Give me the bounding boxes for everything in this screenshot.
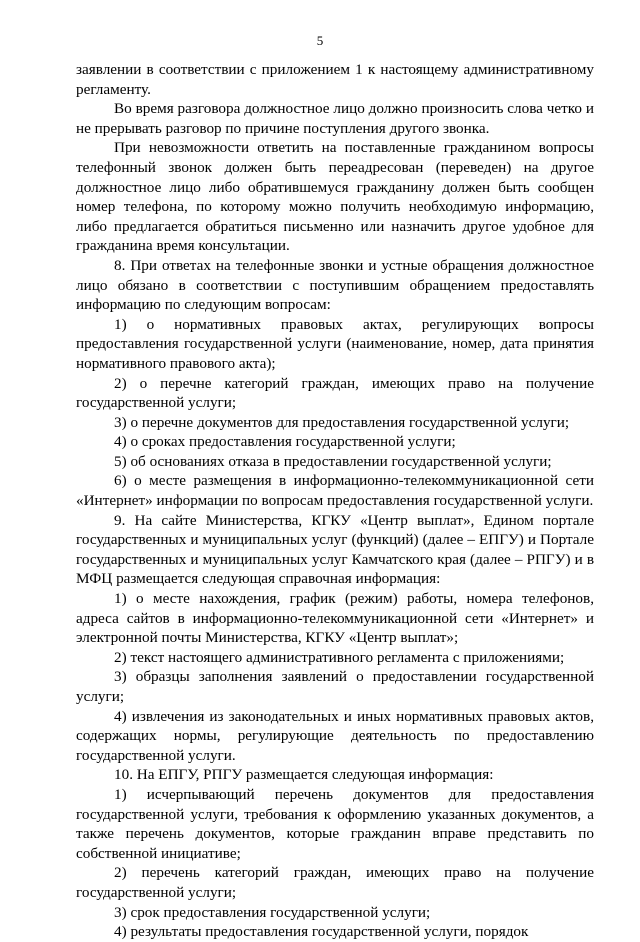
paragraph: 2) текст настоящего административного регламента с приложениями; xyxy=(114,648,565,666)
paragraph: 6) о месте размещения в информационно-телекоммуникационной сети «Интернет» информации по вопросам предоставления государственной услуги. xyxy=(76,472,594,510)
paragraph: 1) о нормативных правовых актах, регулирующих вопросы предоставления государственной услуги (наименование, номер, дата принятия нормативного правового акта); xyxy=(76,315,594,372)
paragraph: 1) исчерпывающий перечень документов для предоставления государственной услуги, требования к оформлению указанных документов, а также перечень документов, которые гражданин вправе представить по собственной инициативе; xyxy=(76,785,594,862)
paragraph: 4) извлечения из законодательных и иных нормативных правовых актов, содержащих нормы, регулирующие деятельность по предоставлению государственной услуги. xyxy=(76,707,594,764)
paragraph: 1) о месте нахождения, график (режим) работы, номера телефонов, адреса сайтов в информационно-телекоммуникационной сети «Интернет» и электронной почты Министерства, КГКУ «Центр выплат»; xyxy=(76,590,594,647)
paragraph: 2) о перечне категорий граждан, имеющих право на получение государственной услуги; xyxy=(76,374,594,412)
paragraph: 3) о перечне документов для предоставления государственной услуги; xyxy=(114,413,570,431)
paragraph: 2) перечень категорий граждан, имеющих право на получение государственной услуги; xyxy=(76,864,594,901)
paragraph: 3) срок предоставления государственной услуги; xyxy=(114,903,431,921)
paragraph: 10. На ЕПГУ, РПГУ размещается следующая информация: xyxy=(114,766,494,784)
paragraph: При невозможности ответить на поставленные гражданином вопросы телефонный звонок должен быть переадресован (переведен) на другое должностное лицо либо обратившемуся гражданину должен быть сообщен номер телефона, по которому можно получить необходимую информацию, либо предлагается обратиться письменно или назначить другое удобное для гражданина время консультации. xyxy=(76,139,594,255)
paragraph: 5) об основаниях отказа в предоставлении государственной услуги; xyxy=(114,452,552,470)
paragraph: 4) о сроках предоставления государственной услуги; xyxy=(114,433,456,451)
paragraph: Во время разговора должностное лицо должно произносить слова четко и не прерывать разговор по причине поступления другого звонка. xyxy=(76,100,594,137)
page-number: 5 xyxy=(316,33,324,48)
paragraph: 9. На сайте Министерства, КГКУ «Центр выплат», Едином портале государственных и муниципальных услуг (функций) (далее – ЕПГУ) и Портале государственных и муниципальных услуг Камчатского края (далее – РПГУ) и в МФЦ размещается следующая справочная информация: xyxy=(76,511,594,588)
paragraph: 4) результаты предоставления государственной услуги, порядок xyxy=(114,923,529,941)
paragraph: 3) образцы заполнения заявлений о предоставлении государственной услуги; xyxy=(76,668,594,705)
document-body xyxy=(76,60,594,942)
paragraph: заявлении в соответствии с приложением 1 к настоящему административному регламенту. xyxy=(76,61,594,98)
paragraph: 8. При ответах на телефонные звонки и устные обращения должностное лицо обязано в соответствии с поступившим обращением предоставлять информацию по следующим вопросам: xyxy=(76,256,594,314)
